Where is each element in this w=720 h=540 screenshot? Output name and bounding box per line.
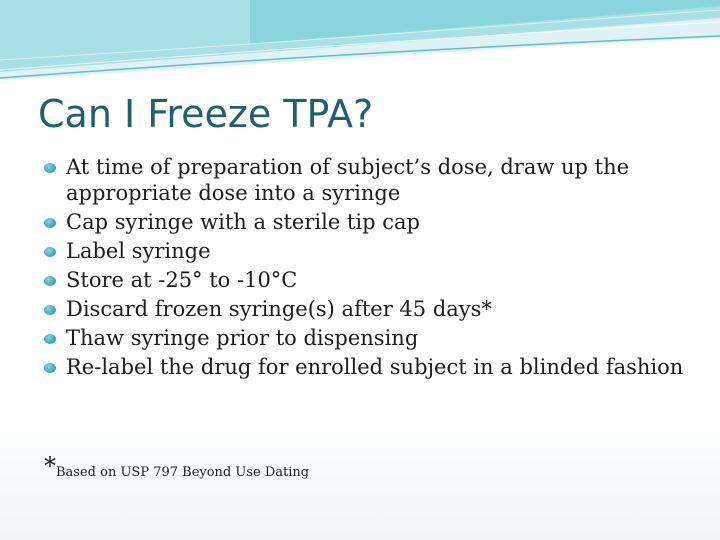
slide-title: Can I Freeze TPA? [38,92,374,136]
bullet-text: Re-label the drug for enrolled subject in a blinded fashion [66,355,684,379]
bullet-item [44,267,684,293]
bullet-item [44,354,684,380]
bullet-text: Thaw syringe prior to dispensing [66,326,419,350]
bullet-icon [44,363,56,373]
bullet-text: At time of preparation of subject’s dose, draw up the appropriate dose into a syringe [66,155,630,205]
bullet-item [44,325,684,351]
header-wave-decoration [0,0,720,90]
bullet-text: Label syringe [66,239,211,263]
bullet-item [44,154,684,206]
footnote-asterisk: * [44,452,56,480]
bullet-text: Store at -25° to -10°C [66,268,298,292]
bullet-item [44,209,684,235]
footnote-text: Based on USP 797 Beyond Use Dating [56,465,310,480]
bullet-item [44,238,684,264]
bullet-list [44,154,684,383]
bullet-text: Cap syringe with a sterile tip cap [66,210,420,234]
bullet-icon [44,305,56,315]
bullet-icon [44,163,56,173]
bullet-icon [44,276,56,286]
footnote [44,452,309,480]
bullet-icon [44,334,56,344]
bullet-item [44,296,684,322]
bullet-icon [44,247,56,257]
bullet-icon [44,218,56,228]
bullet-text: Discard frozen syringe(s) after 45 days* [66,297,492,321]
